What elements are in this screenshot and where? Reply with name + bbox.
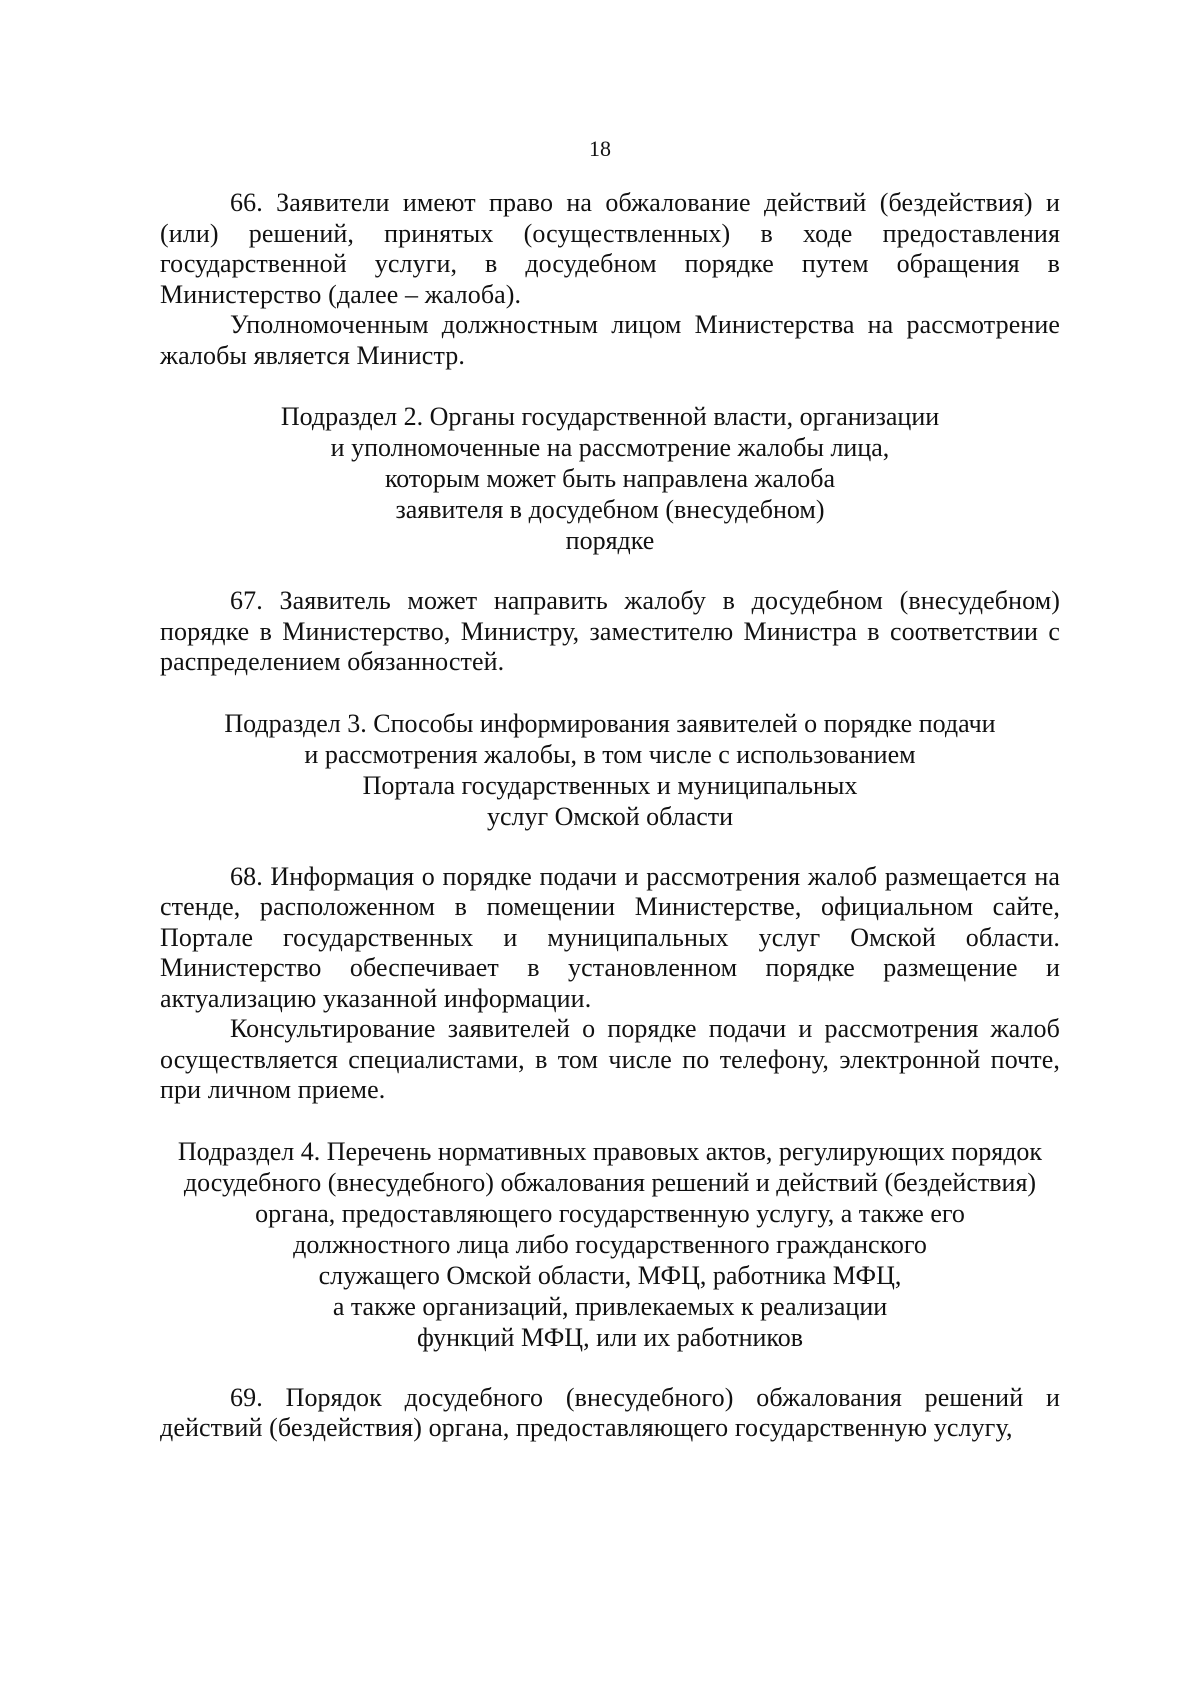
heading-line: услуг Омской области (486, 801, 734, 831)
heading-line: порядке (565, 526, 655, 555)
paragraph-66-authority: Уполномоченным должностным лицом Министерства на рассмотрение жалобы является Министр. (160, 310, 1060, 370)
heading-line: функций МФЦ, или их работников (416, 1322, 803, 1352)
paragraph-67: 67. Заявитель может направить жалобу в досудебном (внесудебном) порядке в Министерство, Министру, заместителю Министра в соответствии с распределением обязанностей. (160, 586, 1060, 676)
document-body (160, 188, 1060, 1444)
heading-line: служащего Омской области, МФЦ, работника МФЦ, (318, 1260, 902, 1290)
heading-line: которым может быть направлена жалоба (384, 464, 836, 493)
heading-line: Портала государственных и муниципальных (362, 770, 858, 800)
paragraph-66: 66. Заявители имеют право на обжалование действий (бездействия) и (или) решений, принятых (осуществленных) в ходе предоставления государственной услуги, в досудебном порядке путем обращения в Министерство (далее – жалоба). (160, 188, 1060, 309)
subsection-2-heading (160, 401, 1060, 556)
heading-line: заявителя в досудебном (внесудебном) (395, 495, 825, 524)
heading-line: Подраздел 2. Органы государственной власти, организации (280, 402, 940, 431)
paragraph-68-consulting: Консультирование заявителей о порядке подачи и рассмотрения жалоб осуществляется специалистами, в том числе по телефону, электронной почте, при личном приеме. (160, 1014, 1060, 1104)
subsection-4-heading (160, 1136, 1060, 1353)
heading-line: и уполномоченные на рассмотрение жалобы лица, (330, 433, 890, 462)
paragraph-68: 68. Информация о порядке подачи и рассмотрения жалоб размещается на стенде, расположенном в помещении Министерстве, официальном сайте, Портале государственных и муниципальных услуг Омской области. Министерство обеспечивает в установленном порядке размещение и актуализацию указанной информации. (160, 861, 1060, 1013)
heading-line: и рассмотрения жалобы, в том числе с использованием (304, 739, 916, 769)
heading-line: а также организаций, привлекаемых к реализации (332, 1291, 888, 1321)
heading-line: органа, предоставляющего государственную услугу, а также его (255, 1198, 965, 1228)
subsection-3-heading (160, 708, 1060, 832)
heading-line: должностного лица либо государственного гражданского (293, 1229, 927, 1259)
page-number: 18 (589, 136, 611, 161)
heading-line: Подраздел 4. Перечень нормативных правовых актов, регулирующих порядок (177, 1136, 1043, 1166)
paragraph-69: 69. Порядок досудебного (внесудебного) обжалования решений и действий (бездействия) органа, предоставляющего государственную услугу, (160, 1382, 1060, 1442)
heading-line: Подраздел 3. Способы информирования заявителей о порядке подачи (224, 708, 996, 738)
heading-line: досудебного (внесудебного) обжалования решений и действий (бездействия) (183, 1167, 1037, 1197)
